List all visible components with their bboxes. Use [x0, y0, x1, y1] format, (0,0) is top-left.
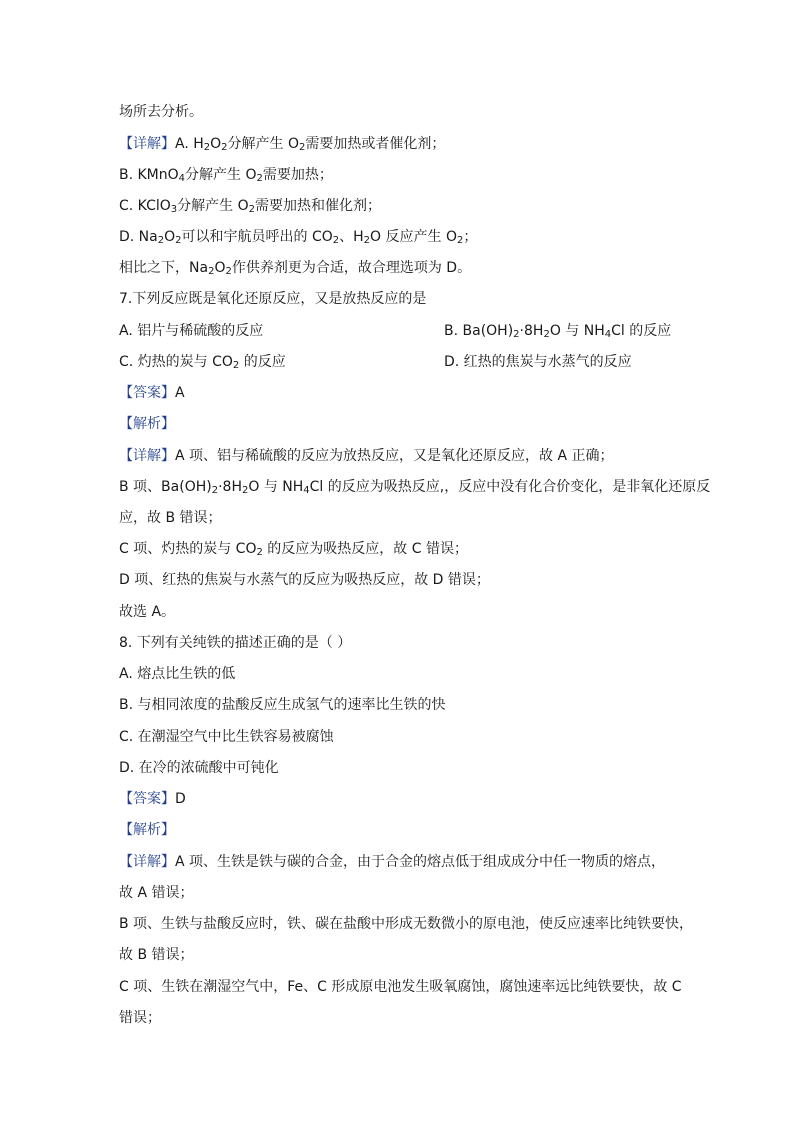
q8-option-d: D. 在冷的浓硫酸中可钝化	[119, 760, 279, 776]
q7-detail-4: D 项、红热的焦炭与水蒸气的反应为吸热反应，故 D 错误；	[119, 572, 490, 588]
q7-option-c: C. 灼热的炭与 $CO_2$ 的反应	[119, 354, 286, 371]
answer-value: D	[175, 791, 186, 807]
q8-detail-3b: 错误；	[119, 1010, 161, 1026]
detail-tag: 【详解】	[119, 136, 175, 152]
answer-value: A	[175, 385, 185, 401]
q8-option-a: A. 熔点比生铁的低	[119, 666, 236, 682]
q8-detail-1: 【详解】A 项、生铁是铁与碳的合金，由于合金的熔点低于组成成分中任一物质的熔点，	[119, 854, 666, 870]
q8-stem: 8. 下列有关纯铁的描述正确的是（ ）	[119, 635, 352, 651]
q7-detail-3: C 项、灼热的炭与 $CO_2$ 的反应为吸热反应，故 C 错误；	[119, 541, 468, 558]
q8-option-b: B. 与相同浓度的盐酸反应生成氢气的速率比生铁的快	[119, 697, 446, 713]
answer-tag: 【答案】	[119, 791, 175, 807]
q7-detail-1: 【详解】A 项、铝与稀硫酸的反应为放热反应，又是氧化还原反应，故 A 正确；	[119, 448, 614, 464]
q7-answer	[119, 382, 185, 404]
detail-tag: 【详解】	[119, 854, 175, 870]
detail-tag: 【详解】	[119, 448, 175, 464]
q7-analysis-tag: 【解析】	[119, 416, 175, 432]
q8-detail-3: C 项、生铁在潮湿空气中，Fe、C 形成原电池发生吸氧腐蚀，腐蚀速率远比纯铁要快，故 C	[119, 979, 682, 995]
q7-detail-5: 故选 A。	[119, 604, 176, 620]
intro-line: 场所去分析。	[119, 104, 203, 120]
q8-detail-1b: 故 A 错误；	[119, 885, 194, 901]
q7-option-b: B. $Ba(OH)_2\cdot 8H_2O$ 与 $NH_4Cl$ 的反应	[444, 323, 672, 340]
q7-detail-2b: 应，故 B 错误；	[119, 510, 222, 526]
q6-detail-a: 【详解】A. $H_2O_2$分解产生 $O_2$需要加热或者催化剂；	[119, 136, 446, 153]
q7-option-a: A. 铝片与稀硫酸的反应	[119, 323, 264, 339]
q7-option-d: D. 红热的焦炭与水蒸气的反应	[444, 354, 632, 370]
q8-answer	[119, 788, 186, 810]
q7-stem: 7.下列反应既是氧化还原反应，又是放热反应的是	[119, 291, 427, 307]
q8-detail-2: B 项、生铁与盐酸反应时，铁、碳在盐酸中形成无数微小的原电池，使反应速率比纯铁要快，	[119, 916, 694, 932]
q8-option-c: C. 在潮湿空气中比生铁容易被腐蚀	[119, 729, 334, 745]
q6-detail-c: C. KClO$_3$分解产生 $O_2$需要加热和催化剂；	[119, 198, 382, 215]
q6-conclusion: 相比之下，$Na_2O_2$作供养剂更为合适，故合理选项为 D。	[119, 260, 472, 277]
q6-detail-b: B. KMnO$_4$分解产生 $O_2$需要加热；	[119, 167, 333, 184]
answer-tag: 【答案】	[119, 385, 175, 401]
q8-detail-2b: 故 B 错误；	[119, 947, 194, 963]
q6-detail-d: D. $Na_2O_2$可以和宇航员呼出的 $CO_2$、$H_2O$ 反应产生 $O_2$；	[119, 229, 478, 246]
q7-detail-2: B 项、$Ba(OH)_2\cdot 8H_2O$ 与 $NH_4Cl$ 的反应为吸热反应,，反应中没有化合价变化，是非氧化还原反	[119, 479, 711, 496]
q8-analysis-tag: 【解析】	[119, 822, 175, 838]
